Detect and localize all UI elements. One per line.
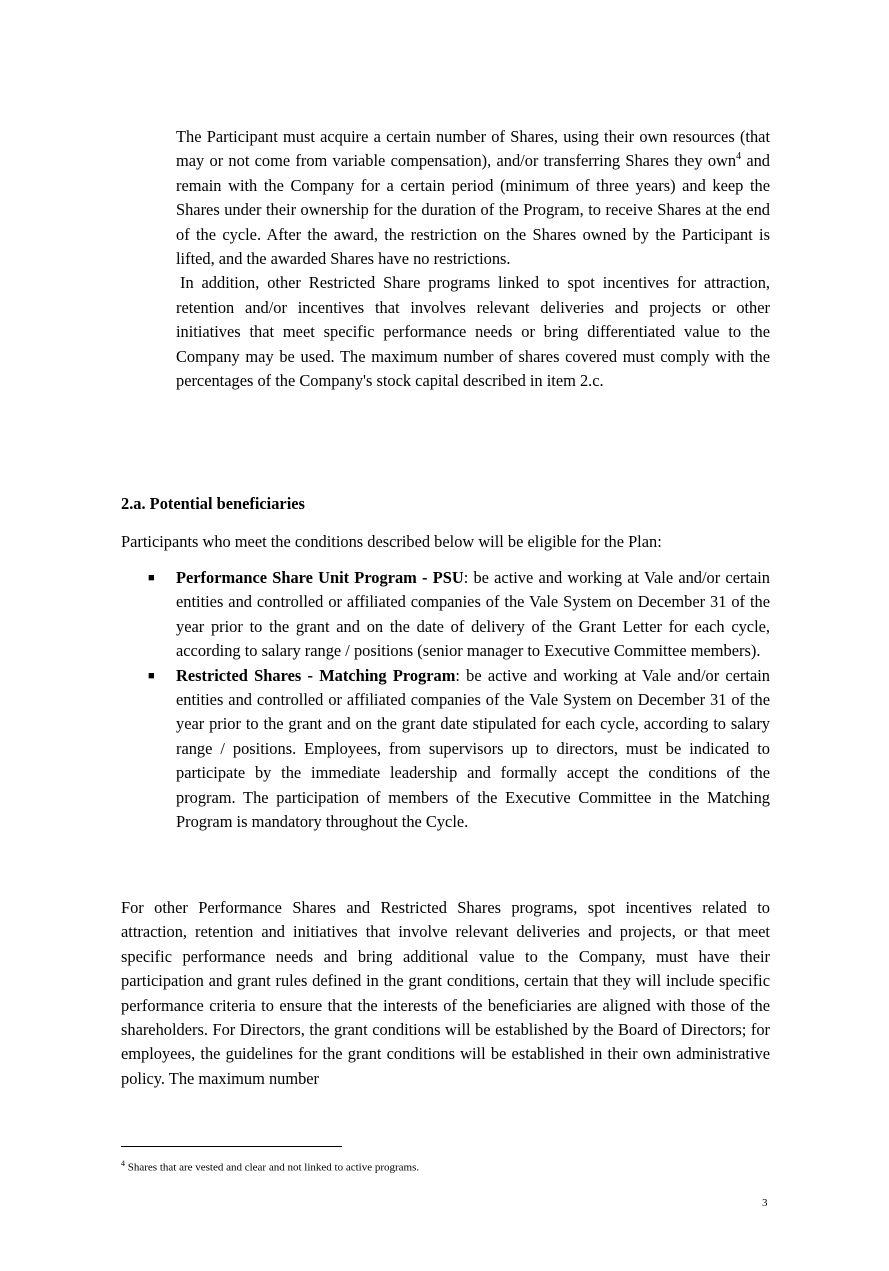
bullet-text: : be active and working at Vale and/or certain entities and controlled or affiliated companies of the Vale System on December 31 of the year prior to the grant and on the date of delivery of the Grant Letter for each cycle, according to salary range / positions (senior manager to Executive Committee members). bbox=[176, 568, 771, 661]
bullet-text: : be active and working at Vale and/or certain entities and controlled or affiliated companies of the Vale System on December 31 of the year prior to the grant and on the grant date stipulated for each cycle, according to salary range / positions. Employees, from supervisors up to directors, must be indicated to participate by the immediate leadership and formally accept the conditions of the program. The participation of members of the Executive Committee in the Matching Program is mandatory throughout the Cycle. bbox=[176, 665, 771, 832]
closing-paragraph: For other Performance Shares and Restricted Shares programs, spot incentives related to attraction, retention and initiatives that involve relevant deliveries and projects, or that meet specific performance needs and bring additional value to the Company, must have their participation and grant rules defined in the grant conditions, certain that they will include specific performance criteria to ensure that the interests of the beneficiaries are aligned with those of the shareholders. For Directors, the grant conditions will be established by the Board of Directors; for employees, the guidelines for the grant conditions will be established in their own administrative policy. The maximum number bbox=[121, 898, 770, 1088]
list-item bbox=[121, 664, 770, 835]
bullet-square-icon: ■ bbox=[148, 572, 155, 584]
footnote bbox=[121, 1157, 419, 1175]
section-heading: 2.a. Potential beneficiaries bbox=[121, 494, 305, 513]
beneficiaries-list bbox=[121, 566, 770, 834]
paragraph-other-programs: In addition, other Restricted Share programs linked to spot incentives for attraction, retention and/or incentives that involves relevant deliveries and projects or other initiatives that meet specific performance needs or bring differentiated value to the Company may be used. The maximum number of shares covered must comply with the percentages of the Company's stock capital described in item 2.c. bbox=[176, 273, 770, 391]
bullet-title: Performance Share Unit Program - PSU bbox=[176, 568, 464, 587]
paragraph-share-acquisition: The Participant must acquire a certain number of Shares, using their own resources (that may or not come from variable compensation), and/or transferring Shares they own$^4$ and remain with the Company for a certain period (minimum of three years) and keep the Shares under their ownership for the duration of the Program, to receive Shares at the end of the cycle. After the award, the restriction on the Shares owned by the Participant is lifted, and the awarded Shares have no restrictions. bbox=[176, 127, 771, 269]
footnote-divider bbox=[121, 1146, 342, 1147]
bullet-square-icon: ■ bbox=[148, 669, 155, 682]
footnote-reference[interactable]: 4 bbox=[736, 150, 742, 162]
list-item bbox=[121, 566, 770, 664]
footnote-number: 4 bbox=[121, 1159, 125, 1168]
section-intro: Participants who meet the conditions described below will be eligible for the Plan: bbox=[121, 532, 662, 551]
footnote-text: Shares that are vested and clear and not linked to active programs. bbox=[125, 1161, 420, 1174]
page-number: 3 bbox=[762, 1197, 768, 1209]
indented-block bbox=[176, 125, 770, 393]
bullet-title: Restricted Shares - Matching Program bbox=[176, 665, 456, 685]
